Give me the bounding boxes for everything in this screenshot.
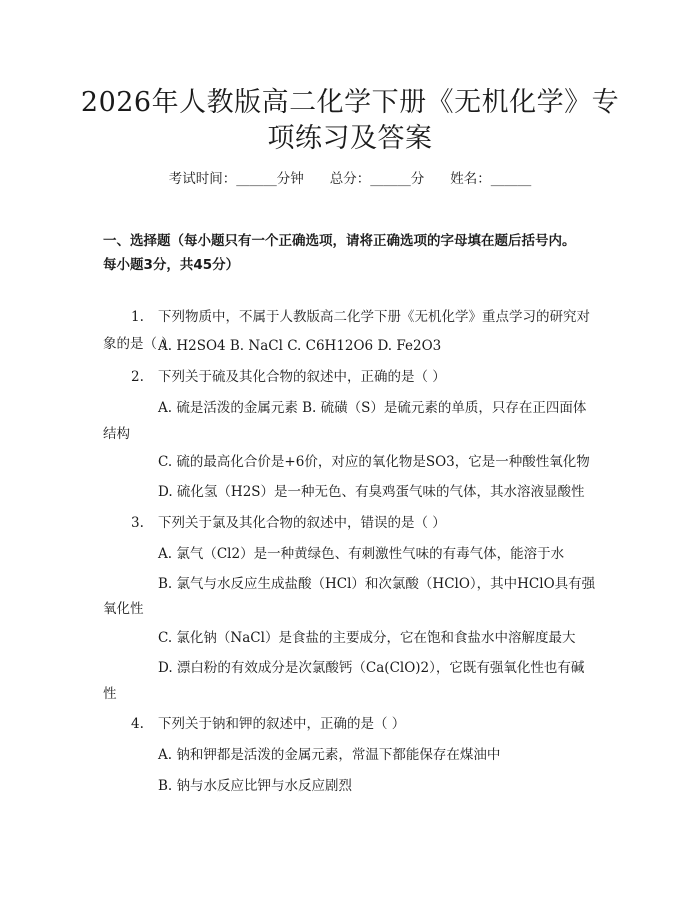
exam-meta-row <box>0 169 700 189</box>
score-unit: 分 <box>410 171 425 187</box>
question-4-stem: 下列关于钠和钾的叙述中，正确的是（ ） <box>158 716 406 732</box>
question-4-option-a: A. 钠和钾都是活泼的金属元素，常温下都能保存在煤油中 <box>158 747 501 763</box>
question-4-number: 4. <box>131 716 144 732</box>
document-title-line-1: 2026年人教版高二化学下册《无机化学》专 <box>80 87 620 118</box>
question-1-options: A. H2SO4 B. NaCl C. C6H12O6 D. Fe2O3 <box>158 338 442 354</box>
time-unit: 分钟 <box>276 171 304 187</box>
question-3-option-d-line-1: D. 漂白粉的有效成分是次氯酸钙（Ca(ClO)2），它既有强氧化性也有碱 <box>158 660 585 676</box>
question-3-option-b-line-1: B. 氯气与水反应生成盐酸（HCl）和次氯酸（HClO），其中HClO具有强 <box>158 576 596 592</box>
question-2-option-d: D. 硫化氢（H2S）是一种无色、有臭鸡蛋气味的气体，其水溶液显酸性 <box>158 484 585 500</box>
question-2-number: 2. <box>131 369 144 385</box>
question-2-option-a-line-1: A. 硫是活泼的金属元素 B. 硫磺（S）是硫元素的单质，只存在正四面体 <box>158 400 587 416</box>
question-3-stem: 下列关于氯及其化合物的叙述中，错误的是（ ） <box>158 515 446 531</box>
question-4-option-b: B. 钠与水反应比钾与水反应剧烈 <box>158 778 353 794</box>
time-label: 考试时间： <box>168 171 237 187</box>
question-1-stem-line-1: 下列物质中，不属于人教版高二化学下册《无机化学》重点学习的研究对 <box>158 309 590 325</box>
time-blank: ______ <box>236 171 277 187</box>
question-3-option-c: C. 氯化钠（NaCl）是食盐的主要成分，它在饱和食盐水中溶解度最大 <box>158 630 576 646</box>
document-title-line-2: 项练习及答案 <box>267 123 433 154</box>
name-label: 姓名： <box>450 171 491 187</box>
section-heading-line-1: 一、选择题（每小题只有一个正确选项，请将正确选项的字母填在题后括号内。 <box>103 233 576 249</box>
question-1-number: 1. <box>131 309 144 325</box>
question-1-stem-line-2: 象的是（ ） <box>103 336 175 352</box>
question-3-number: 3. <box>131 515 144 531</box>
question-2-option-a-line-2: 结构 <box>103 426 130 442</box>
question-2-stem: 下列关于硫及其化合物的叙述中，正确的是（ ） <box>158 369 446 385</box>
score-label: 总分： <box>329 171 371 187</box>
question-3-option-b-line-2: 氧化性 <box>103 601 144 617</box>
section-heading-line-2: 每小题3分，共45分） <box>103 257 240 273</box>
question-3-option-a: A. 氯气（Cl2）是一种黄绿色、有刺激性气味的有毒气体，能溶于水 <box>158 546 565 562</box>
question-3-option-d-line-2: 性 <box>103 686 117 702</box>
name-blank: ______ <box>490 171 532 187</box>
question-2-option-c: C. 硫的最高化合价是+6价，对应的氧化物是SO3，它是一种酸性氧化物 <box>158 454 590 470</box>
score-blank: ______ <box>370 171 411 187</box>
